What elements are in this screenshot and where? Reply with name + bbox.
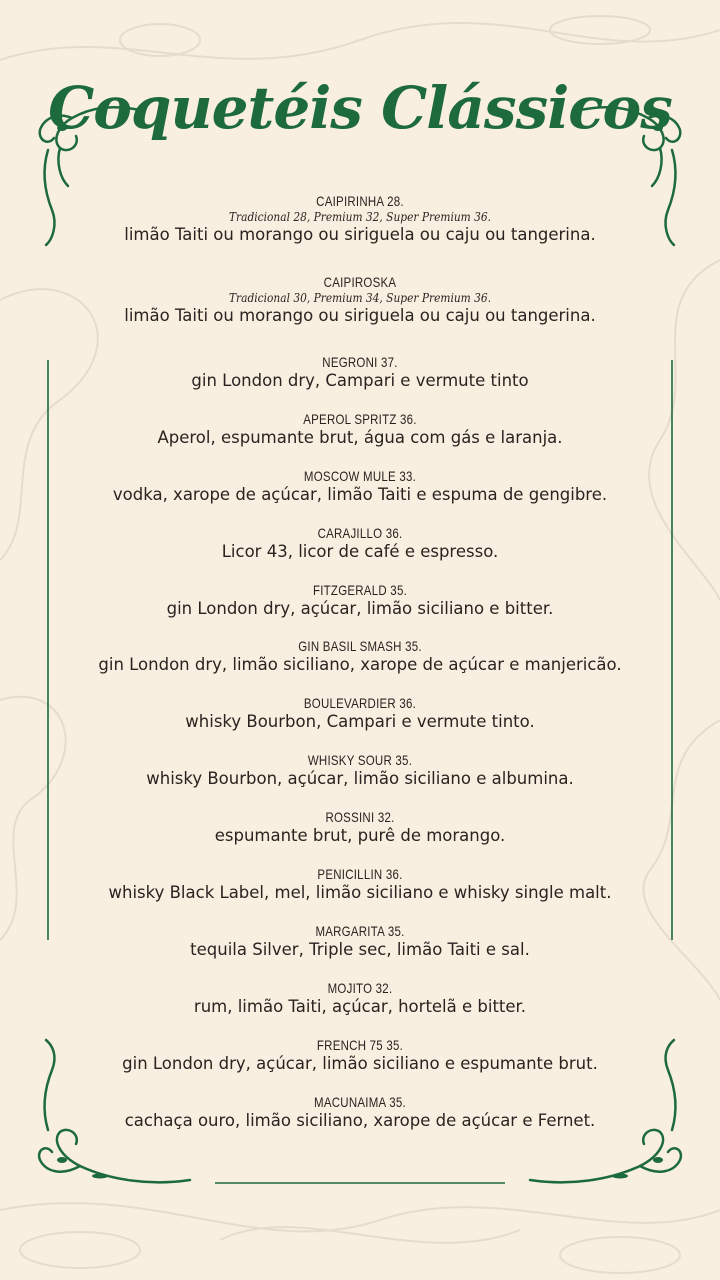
item-description: rum, limão Taiti, açúcar, hortelã e bitter. <box>193 996 527 1016</box>
item-description: Aperol, espumante brut, água com gás e laranja. <box>157 427 563 447</box>
item-description: tequila Silver, Triple sec, limão Taiti e sal. <box>190 939 530 959</box>
item-name: FITZGERALD 35. <box>312 581 408 598</box>
item-prices: Tradicional 28, Premium 32, Super Premium 36. <box>228 209 492 224</box>
item-description: limão Taiti ou morango ou siriguela ou caju ou tangerina. <box>124 305 596 325</box>
menu-item <box>60 866 660 923</box>
item-name: BOULEVARDIER 36. <box>303 695 417 712</box>
item-description: gin London dry, açúcar, limão siciliano e bitter. <box>166 598 554 618</box>
item-description: limão Taiti ou morango ou siriguela ou caju ou tangerina. <box>124 225 596 244</box>
menu-item <box>60 1094 660 1151</box>
item-name: MOJITO 32. <box>327 979 393 996</box>
menu-item <box>60 468 660 525</box>
menu-item <box>60 193 660 274</box>
item-description: gin London dry, limão siciliano, xarope de açúcar e manjericão. <box>98 655 622 675</box>
menu-item <box>60 1037 660 1094</box>
menu-item <box>60 980 660 1037</box>
item-description: whisky Bourbon, Campari e vermute tinto. <box>185 712 535 732</box>
menu-item <box>60 411 660 468</box>
item-description: Licor 43, licor de café e espresso. <box>221 541 499 561</box>
item-prices: Tradicional 30, Premium 34, Super Premium 36. <box>228 289 492 305</box>
page-title: Coquetéis Clássicos <box>48 74 672 142</box>
item-name: CAIPIRINHA 28. <box>316 193 404 209</box>
menu-item <box>60 695 660 752</box>
item-name: NEGRONI 37. <box>322 354 398 370</box>
item-description: gin London dry, açúcar, limão siciliano e espumante brut. <box>122 1053 598 1073</box>
item-name: WHISKY SOUR 35. <box>307 752 413 769</box>
item-description: vodka, xarope de açúcar, limão Taiti e espuma de gengibre. <box>112 484 608 504</box>
item-description: cachaça ouro, limão siciliano, xarope de açúcar e Fernet. <box>124 1110 596 1130</box>
item-description: whisky Bourbon, açúcar, limão siciliano e albumina. <box>146 769 574 789</box>
item-description: espumante brut, purê de morango. <box>214 826 506 846</box>
item-name: FRENCH 75 35. <box>316 1036 404 1053</box>
item-name: PENICILLIN 36. <box>317 866 403 883</box>
item-name: APEROL SPRITZ 36. <box>303 410 417 427</box>
item-description: whisky Black Label, mel, limão siciliano e whisky single malt. <box>108 883 612 903</box>
item-name: MARGARITA 35. <box>315 922 405 939</box>
menu-item <box>60 638 660 695</box>
cocktail-menu <box>60 193 660 1150</box>
menu-item <box>60 923 660 980</box>
item-name: MOSCOW MULE 33. <box>303 467 417 484</box>
menu-item <box>60 274 660 355</box>
menu-item <box>60 752 660 809</box>
menu-item <box>60 525 660 582</box>
item-name: MACUNAIMA 35. <box>314 1093 406 1110</box>
item-name: GIN BASIL SMASH 35. <box>298 638 422 655</box>
item-name: ROSSINI 32. <box>325 809 395 826</box>
menu-item <box>60 354 660 411</box>
item-description: gin London dry, Campari e vermute tinto <box>191 371 529 390</box>
item-name: CAIPIROSKA <box>323 273 397 290</box>
menu-item <box>60 809 660 866</box>
menu-item <box>60 582 660 639</box>
item-name: CARAJILLO 36. <box>317 524 403 541</box>
